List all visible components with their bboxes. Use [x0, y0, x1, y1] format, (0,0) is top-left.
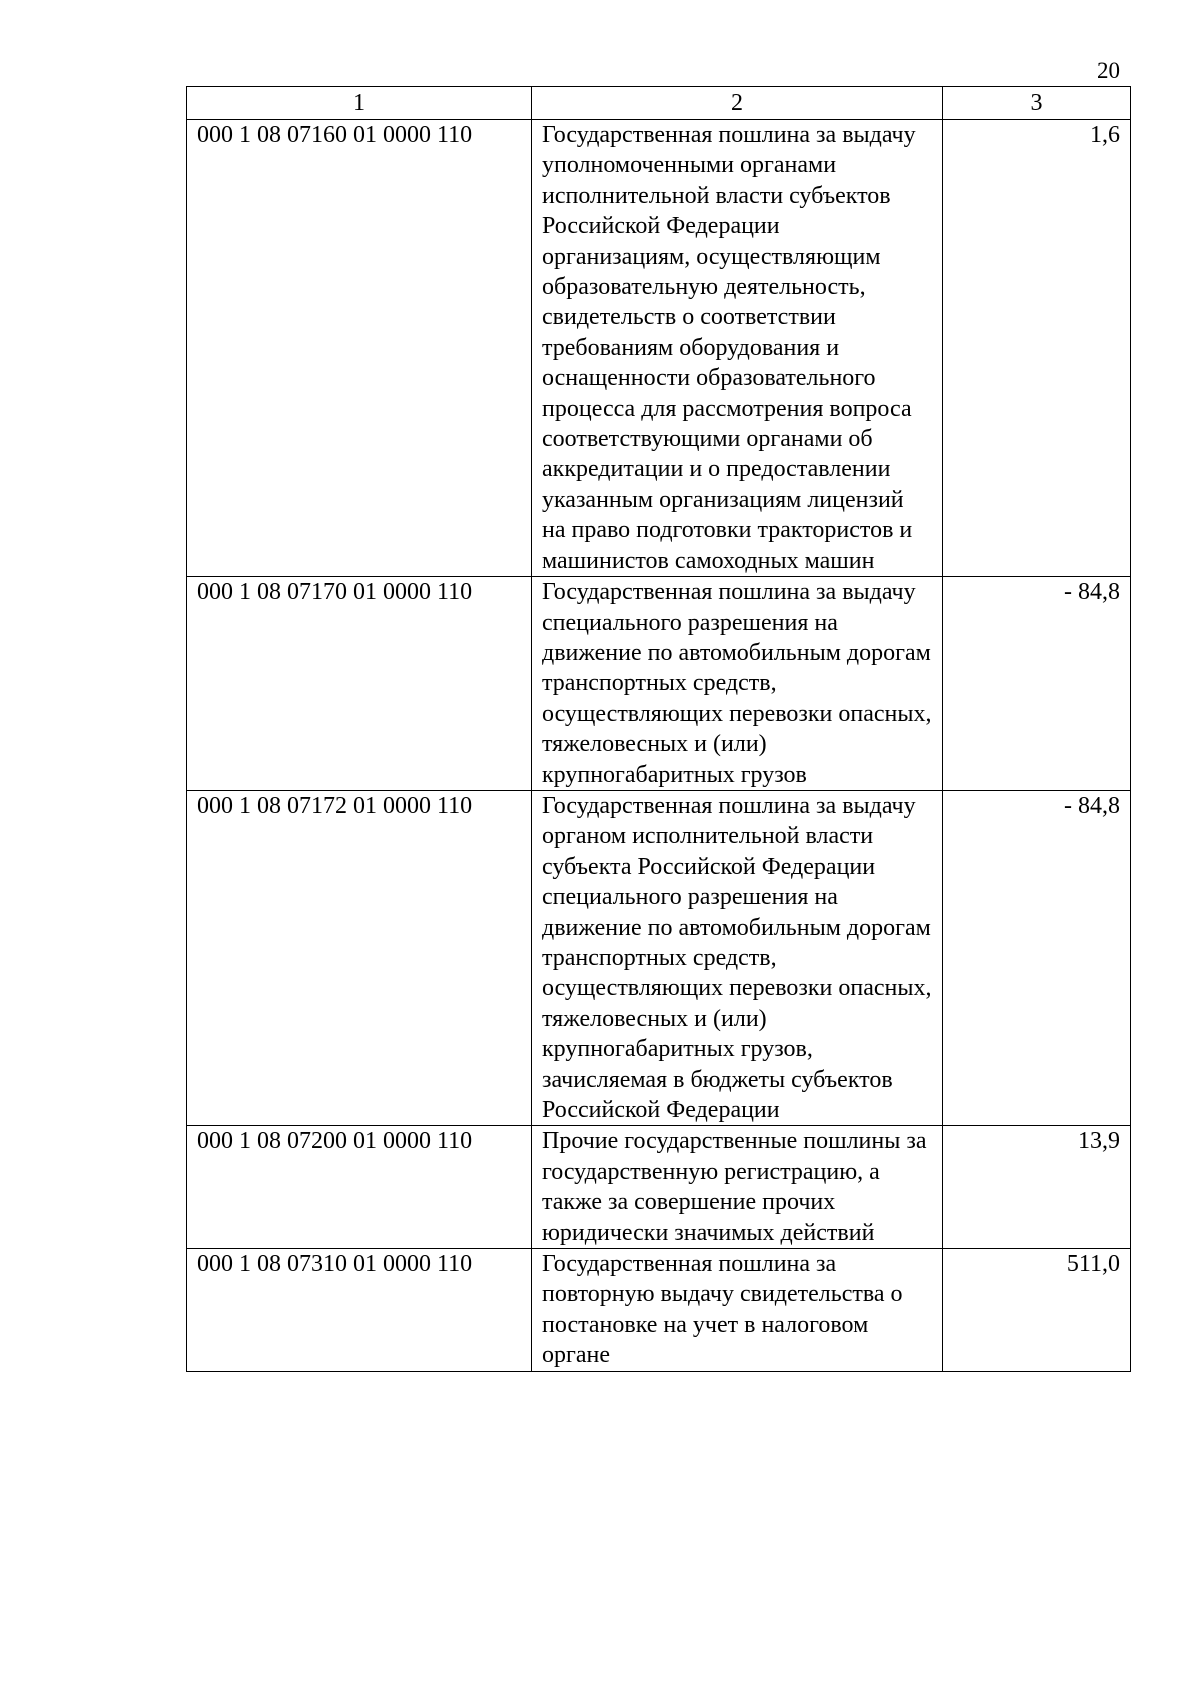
revenue-name-cell: Государственная пошлина за выдачу уполномоченными органами исполнительной власти субъектов Российской Федерации организациям, осуществляющим образовательную деятельность, свидетельств о соответствии требованиям оборудования и оснащенности образовательного процесса для рассмотрения вопроса соответствующими органами об аккредитации и о предоставлении указанным организациям лицензий на право подготовки трактористов и машинистов самоходных машин	[532, 120, 943, 577]
table-row	[187, 120, 1131, 577]
amount-cell: 13,9	[943, 1126, 1131, 1249]
amount-cell: 1,6	[943, 120, 1131, 577]
table-header-row	[187, 87, 1131, 120]
amount-cell: - 84,8	[943, 790, 1131, 1125]
amount-cell: 511,0	[943, 1249, 1131, 1372]
budget-table	[186, 86, 1131, 1372]
amount-cell: - 84,8	[943, 577, 1131, 791]
budget-code-cell: 000 1 08 07160 01 0000 110	[187, 120, 532, 577]
budget-code-cell: 000 1 08 07200 01 0000 110	[187, 1126, 532, 1249]
budget-code-cell: 000 1 08 07170 01 0000 110	[187, 577, 532, 791]
budget-code-cell: 000 1 08 07310 01 0000 110	[187, 1249, 532, 1372]
column-header-2: 2	[532, 87, 943, 120]
column-header-1: 1	[187, 87, 532, 120]
table-row	[187, 1126, 1131, 1249]
table-row	[187, 790, 1131, 1125]
table-row	[187, 577, 1131, 791]
page-number: 20	[1097, 58, 1120, 83]
column-header-3: 3	[943, 87, 1131, 120]
revenue-name-cell: Прочие государственные пошлины за государственную регистрацию, а также за совершение прочих юридически значимых действий	[532, 1126, 943, 1249]
revenue-name-cell: Государственная пошлина за повторную выдачу свидетельства о постановке на учет в налоговом органе	[532, 1249, 943, 1372]
revenue-name-cell: Государственная пошлина за выдачу органом исполнительной власти субъекта Российской Федерации специального разрешения на движение по автомобильным дорогам транспортных средств, осуществляющих перевозки опасных, тяжеловесных и (или) крупногабаритных грузов, зачисляемая в бюджеты субъектов Российской Федерации	[532, 790, 943, 1125]
table-row	[187, 1249, 1131, 1372]
budget-code-cell: 000 1 08 07172 01 0000 110	[187, 790, 532, 1125]
revenue-name-cell: Государственная пошлина за выдачу специального разрешения на движение по автомобильным дорогам транспортных средств, осуществляющих перевозки опасных, тяжеловесных и (или) крупногабаритных грузов	[532, 577, 943, 791]
